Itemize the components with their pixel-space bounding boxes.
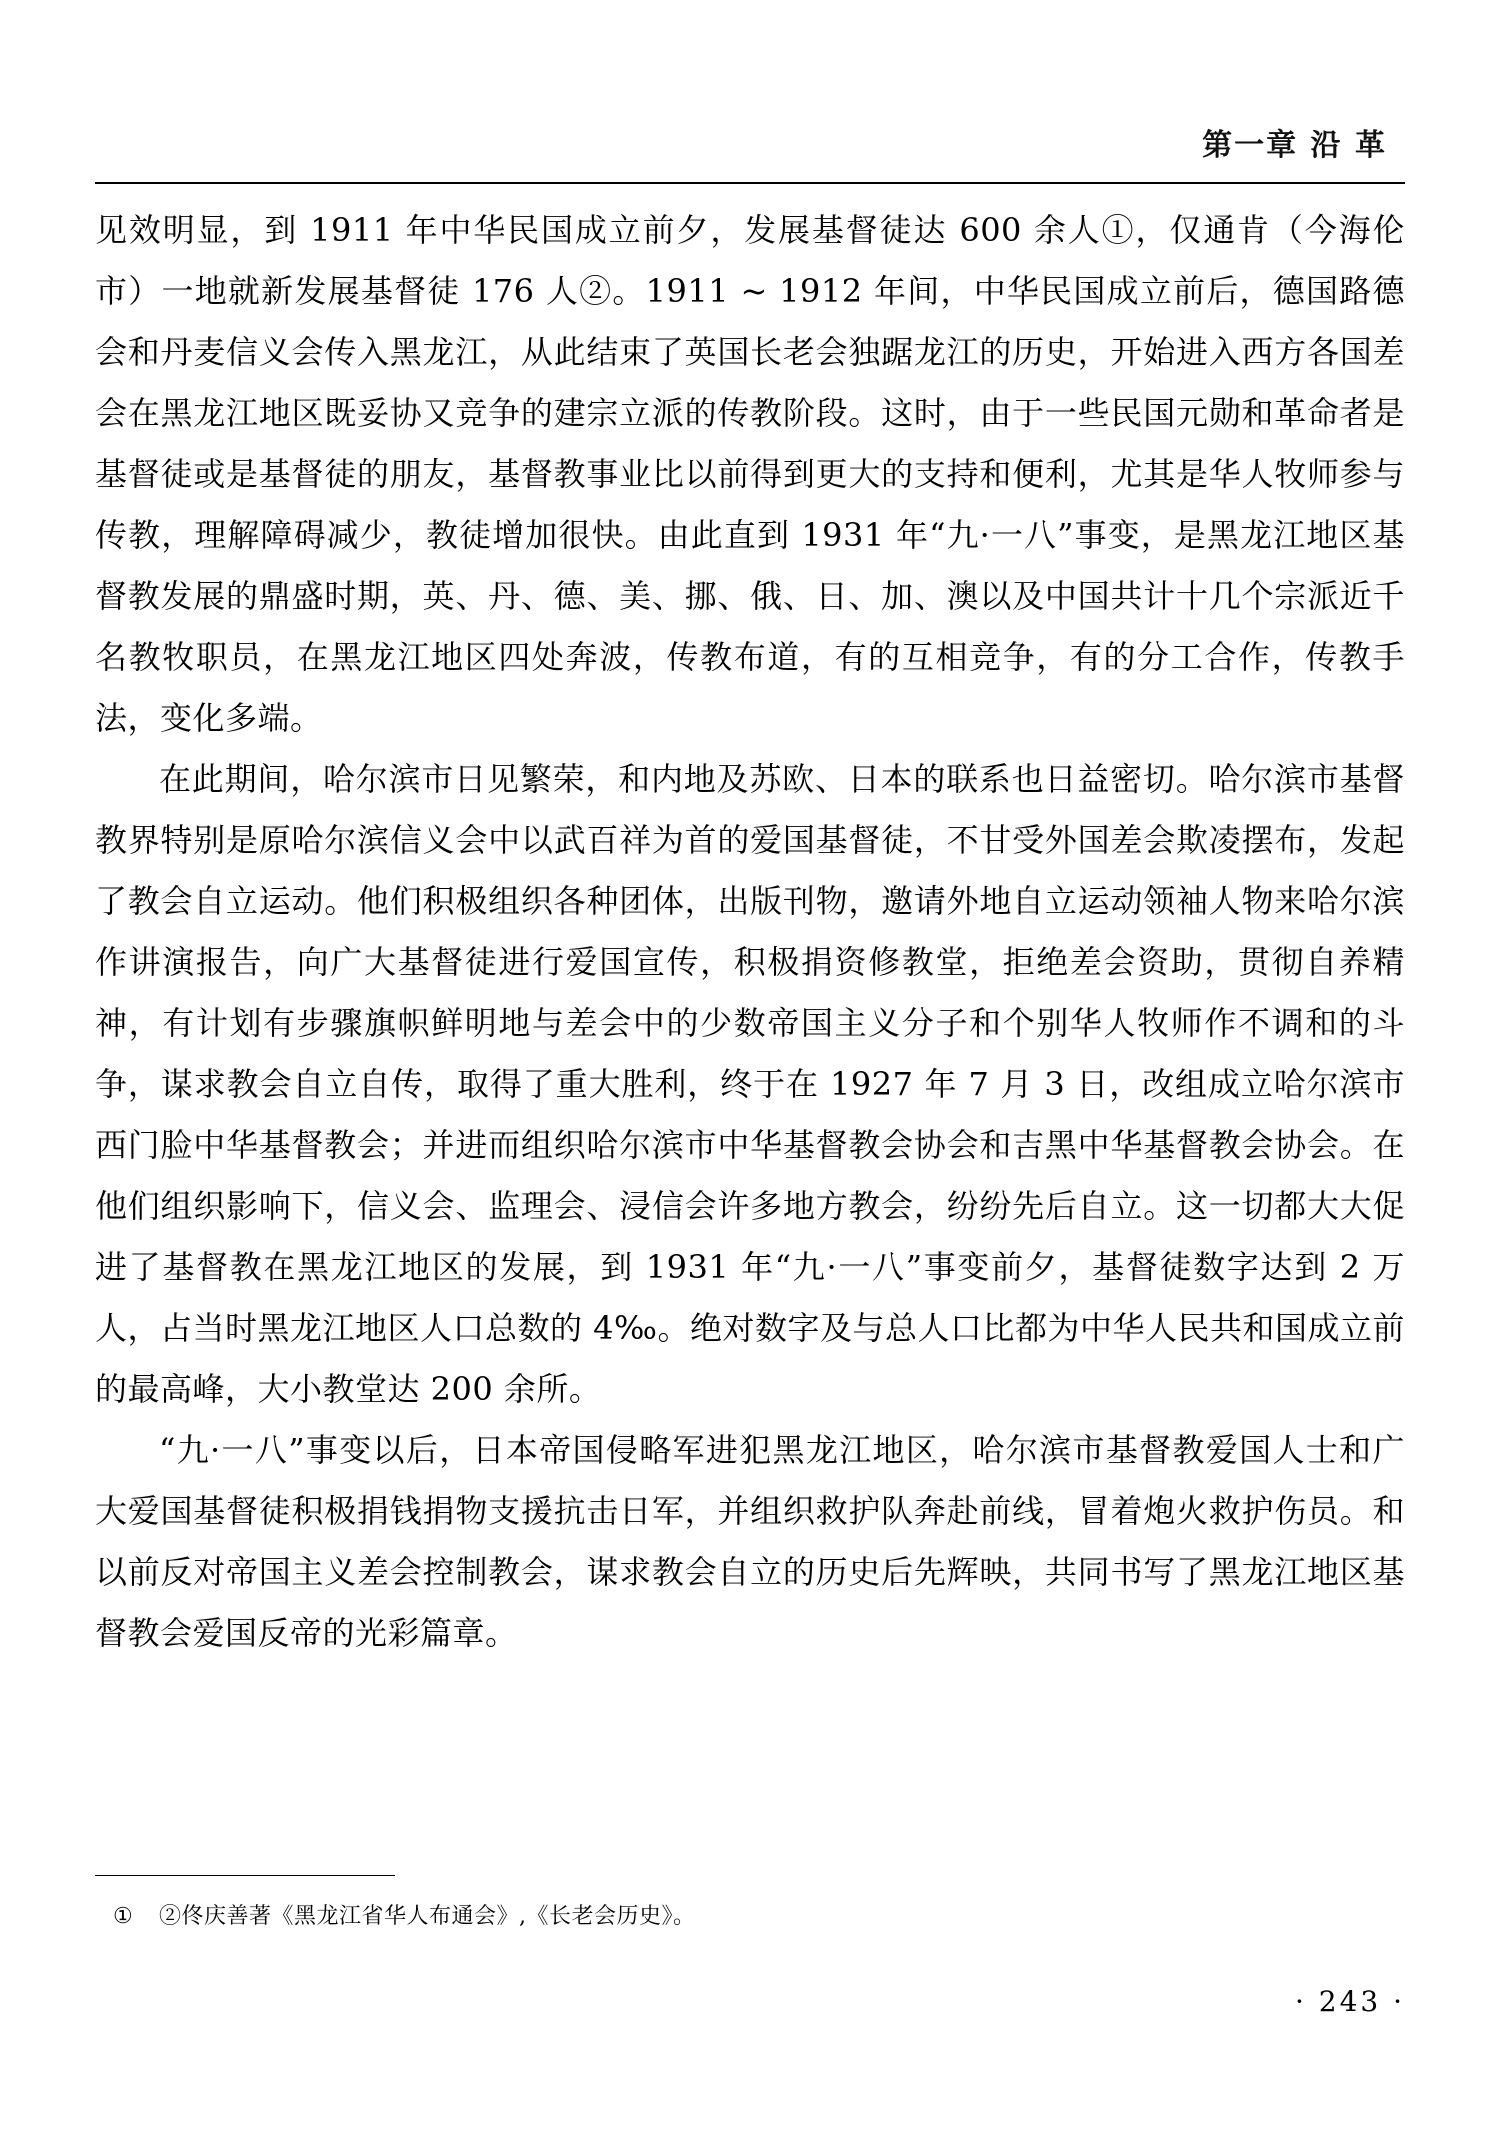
footnote-text: ②佟庆善著《黑龙江省华人布通会》,《长老会历史》。 [159,1904,696,1929]
footnote-divider [95,1875,395,1876]
header-divider [95,182,1405,184]
chapter-title: 第一章 沿 革 [1202,128,1387,163]
footnote-area [95,1875,1405,1934]
page-number: · 243 · [1294,1985,1405,2018]
footnote-line [95,1900,1405,1934]
footnote-marker: ① [113,1904,134,1929]
page-header [95,120,1405,184]
page-content [95,200,1405,1664]
paragraph-3: “九·一八”事变以后，日本帝国侵略军进犯黑龙江地区，哈尔滨市基督教爱国人士和广大爱国基督徒积极捐钱捐物支援抗击日军，并组织救护队奔赴前线，冒着炮火救护伤员。和以前反对帝国主义差会控制教会，谋求教会自立的历史后先辉映，共同书写了黑龙江地区基督教会爱国反帝的光彩篇章。 [95,1431,1405,1652]
paragraph-1: 见效明显，到 1911 年中华民国成立前夕，发展基督徒达 600 余人①，仅通肯（今海伦市）一地就新发展基督徒 176 人②。1911 ~ 1912 年间，中华民国成立前后，德国路德会和丹麦信义会传入黑龙江，从此结束了英国长老会独踞龙江的历史，开始进入西方各国差会在黑龙江地区既妥协又竞争的建宗立派的传教阶段。这时，由于一些民国元勋和革命者是基督徒或是基督徒的朋友，基督教事业比以前得到更大的支持和便利，尤其是华人牧师参与传教，理解障碍减少，教徒增加很快。由此直到 1931 年“九·一八”事变，是黑龙江地区基督教发展的鼎盛时期，英、丹、德、美、挪、俄、日、加、澳以及中国共计十几个宗派近千名教牧职员，在黑龙江地区四处奔波，传教布道，有的互相竞争，有的分工合作，传教手法，变化多端。 [95,211,1405,737]
paragraph-2: 在此期间，哈尔滨市日见繁荣，和内地及苏欧、日本的联系也日益密切。哈尔滨市基督教界特别是原哈尔滨信义会中以武百祥为首的爱国基督徒，不甘受外国差会欺凌摆布，发起了教会自立运动。他们积极组织各种团体，出版刊物，邀请外地自立运动领袖人物来哈尔滨作讲演报告，向广大基督徒进行爱国宣传，积极捐资修教堂，拒绝差会资助，贯彻自养精神，有计划有步骤旗帜鲜明地与差会中的少数帝国主义分子和个别华人牧师作不调和的斗争，谋求教会自立自传，取得了重大胜利，终于在 1927 年 7 月 3 日，改组成立哈尔滨市西门脸中华基督教会；并进而组织哈尔滨市中华基督教会协会和吉黑中华基督教会协会。在他们组织影响下，信义会、监理会、浸信会许多地方教会，纷纷先后自立。这一切都大大促进了基督教在黑龙江地区的发展，到 1931 年“九·一八”事变前夕，基督徒数字达到 2 万人，占当时黑龙江地区人口总数的 4‰。绝对数字及与总人口比都为中华人民共和国成立前的最高峰，大小教堂达 200 余所。 [95,760,1405,1408]
